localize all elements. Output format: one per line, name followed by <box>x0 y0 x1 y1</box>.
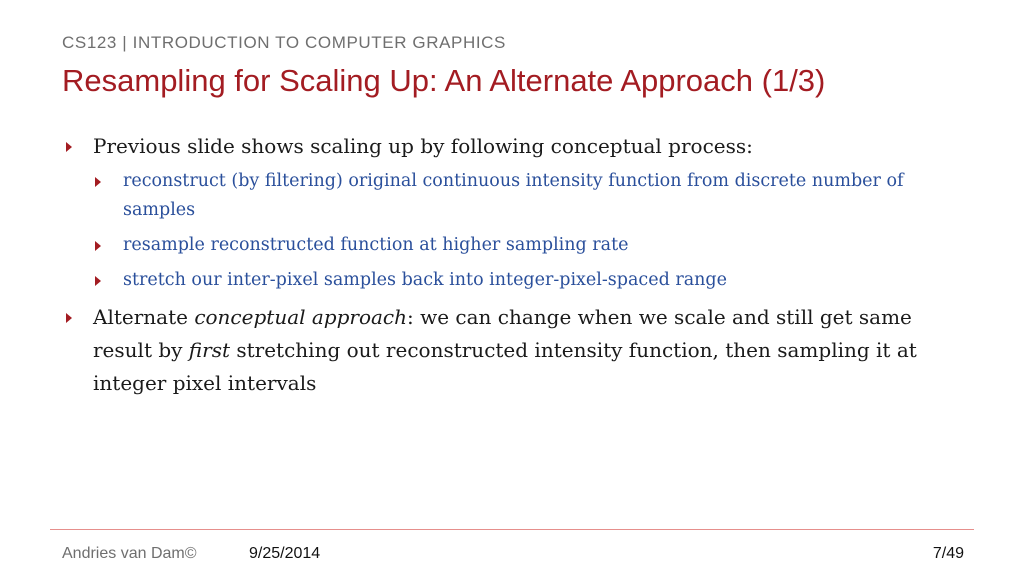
footer-divider <box>50 529 974 530</box>
bullet-arrow-icon <box>95 276 101 286</box>
slide-title: Resampling for Scaling Up: An Alternate Approach (1/3) <box>62 63 826 98</box>
bullet-item <box>62 130 962 163</box>
sub-bullet-text: stretch our inter-pixel samples back into integer-pixel-spaced range <box>123 270 727 290</box>
bullet-emphasis: first <box>188 338 230 362</box>
slide-content <box>62 130 962 404</box>
bullet-item <box>62 301 962 400</box>
sub-bullet-group <box>62 167 962 295</box>
bullet-text-part: stretching out reconstructed intensity function, then sampling it at integer pixel intervals <box>93 338 917 395</box>
bullet-arrow-icon <box>95 241 101 251</box>
sub-bullet-item <box>62 231 962 260</box>
page-number: 7/49 <box>932 545 964 562</box>
sub-bullet-text: reconstruct (by filtering) original continuous intensity function from discrete number of samples <box>123 171 904 220</box>
sub-bullet-item <box>62 266 962 295</box>
sub-bullet-item <box>62 167 962 225</box>
bullet-text-part: Alternate <box>93 305 195 329</box>
bullet-emphasis: conceptual approach <box>194 305 408 329</box>
bullet-arrow-icon <box>66 142 72 152</box>
bullet-text: Previous slide shows scaling up by following conceptual process: <box>93 134 753 158</box>
course-header: CS123 | INTRODUCTION TO COMPUTER GRAPHICS <box>62 33 506 52</box>
footer-author: Andries van Dam© <box>62 545 197 562</box>
sub-bullet-text: resample reconstructed function at higher sampling rate <box>123 235 629 255</box>
footer-date: 9/25/2014 <box>249 545 321 562</box>
bullet-arrow-icon <box>66 313 72 323</box>
bullet-text-part: : we can change when we scale and still get same result by <box>93 305 912 362</box>
bullet-arrow-icon <box>95 177 101 187</box>
